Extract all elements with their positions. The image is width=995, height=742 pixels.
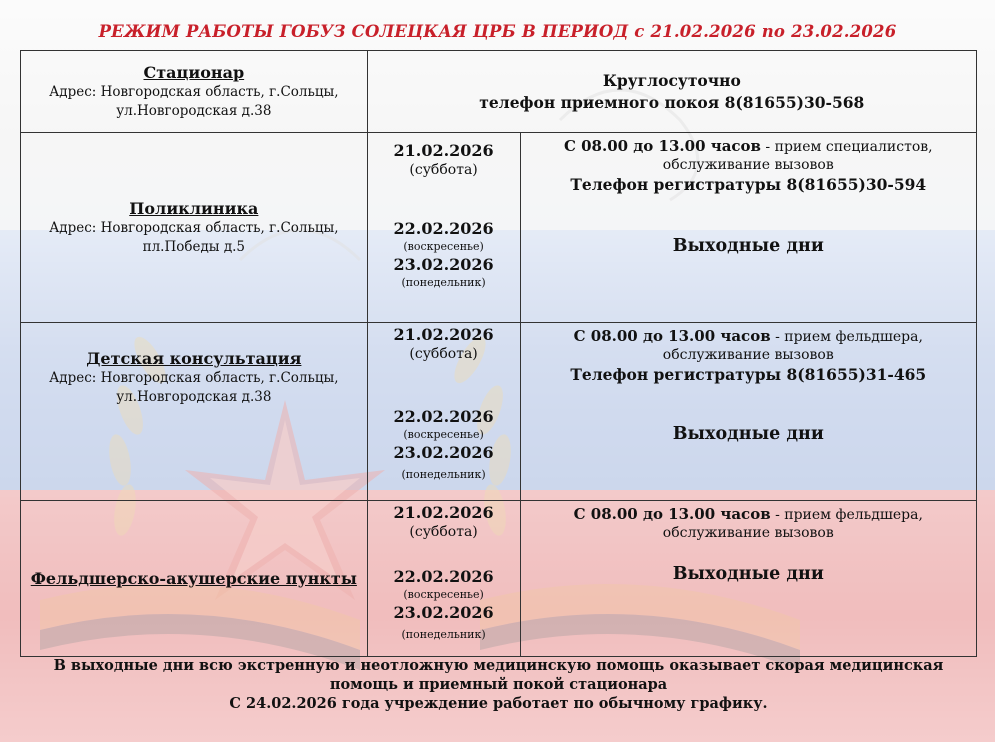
dates-cell: [367, 501, 520, 657]
hours-text: С 08.00 до 13.00 часов - прием фельдшера,: [573, 327, 923, 345]
weekend-label: Выходные дни: [672, 236, 824, 256]
dates-cell: [367, 133, 520, 323]
date: 22.02.2026: [393, 407, 494, 426]
page-title: РЕЖИМ РАБОТЫ ГОБУЗ СОЛЕЦКАЯ ЦРБ В ПЕРИОД с 21.02.2026 по 23.02.2026: [98, 22, 897, 41]
date: 21.02.2026: [393, 141, 494, 160]
service-text: обслуживание вызовов: [662, 347, 834, 363]
date-day: (суббота): [409, 524, 478, 540]
date: 23.02.2026: [393, 255, 494, 274]
place-cell-hospital: [21, 51, 368, 133]
footer-line: В выходные дни всю экстренную и неотложную медицинскую помощь оказывает скорая медицинская: [53, 657, 944, 674]
date-day: (воскресенье): [403, 588, 484, 601]
place-address: Адрес: Новгородская область, г.Сольцы,: [49, 219, 339, 236]
place-address: Адрес: Новгородская область, г.Сольцы,: [49, 370, 339, 386]
place-address: пл.Победы д.5: [142, 238, 246, 255]
date-day: (воскресенье): [403, 240, 484, 253]
date: 23.02.2026: [393, 603, 494, 622]
hours-cell: [520, 501, 976, 657]
date-day: (понедельник): [401, 628, 486, 641]
table-row: [21, 501, 977, 657]
date-day: (суббота): [409, 346, 478, 362]
table-row: [21, 51, 977, 133]
hours-cell-hospital: [367, 51, 976, 133]
registry-phone: Телефон регистратуры 8(81655)31-465: [570, 365, 927, 384]
dates-cell: [367, 323, 520, 501]
table-row: [21, 133, 977, 323]
hours-text: Круглосуточно: [602, 70, 741, 90]
hours-text: С 08.00 до 13.00 часов - прием специалистов,: [563, 137, 933, 155]
place-name: Фельдшерско-акушерские пункты: [30, 568, 357, 588]
date: 23.02.2026: [393, 443, 494, 462]
date-day: (суббота): [409, 162, 478, 178]
place-name: Стационар: [143, 62, 245, 82]
date: 21.02.2026: [393, 503, 494, 522]
date-day: (понедельник): [401, 468, 486, 481]
hours-text: С 08.00 до 13.00 часов - прием фельдшера,: [573, 505, 923, 523]
date-day: (воскресенье): [403, 428, 484, 441]
registry-phone: Телефон регистратуры 8(81655)30-594: [570, 175, 927, 194]
reception-phone: телефон приемного покоя 8(81655)30-568: [479, 92, 865, 112]
service-text: обслуживание вызовов: [662, 525, 834, 541]
date: 22.02.2026: [393, 567, 494, 586]
table-row: [21, 323, 977, 501]
place-address: ул.Новгородская д.38: [116, 102, 272, 119]
footer-line: С 24.02.2026 года учреждение работает по обычному графику.: [229, 695, 768, 712]
hours-cell: [520, 323, 976, 501]
weekend-label: Выходные дни: [672, 564, 824, 584]
date-day: (понедельник): [401, 276, 486, 289]
place-cell-polyclinic: [21, 133, 368, 323]
date: 21.02.2026: [393, 325, 494, 344]
place-cell-fap: [21, 501, 368, 657]
hours-cell: [520, 133, 976, 323]
footer-line: помощь и приемный покой стационара: [329, 676, 668, 693]
service-text: обслуживание вызовов: [662, 157, 834, 173]
place-name: Детская консультация: [86, 349, 302, 368]
place-cell-children: [21, 323, 368, 501]
weekend-label: Выходные дни: [672, 424, 824, 444]
footer-note: [20, 656, 977, 713]
place-name: Поликлиника: [129, 198, 259, 218]
place-address: Адрес: Новгородская область, г.Сольцы,: [49, 83, 339, 100]
date: 22.02.2026: [393, 219, 494, 238]
place-address: ул.Новгородская д.38: [116, 389, 272, 405]
schedule-table: [20, 50, 977, 657]
